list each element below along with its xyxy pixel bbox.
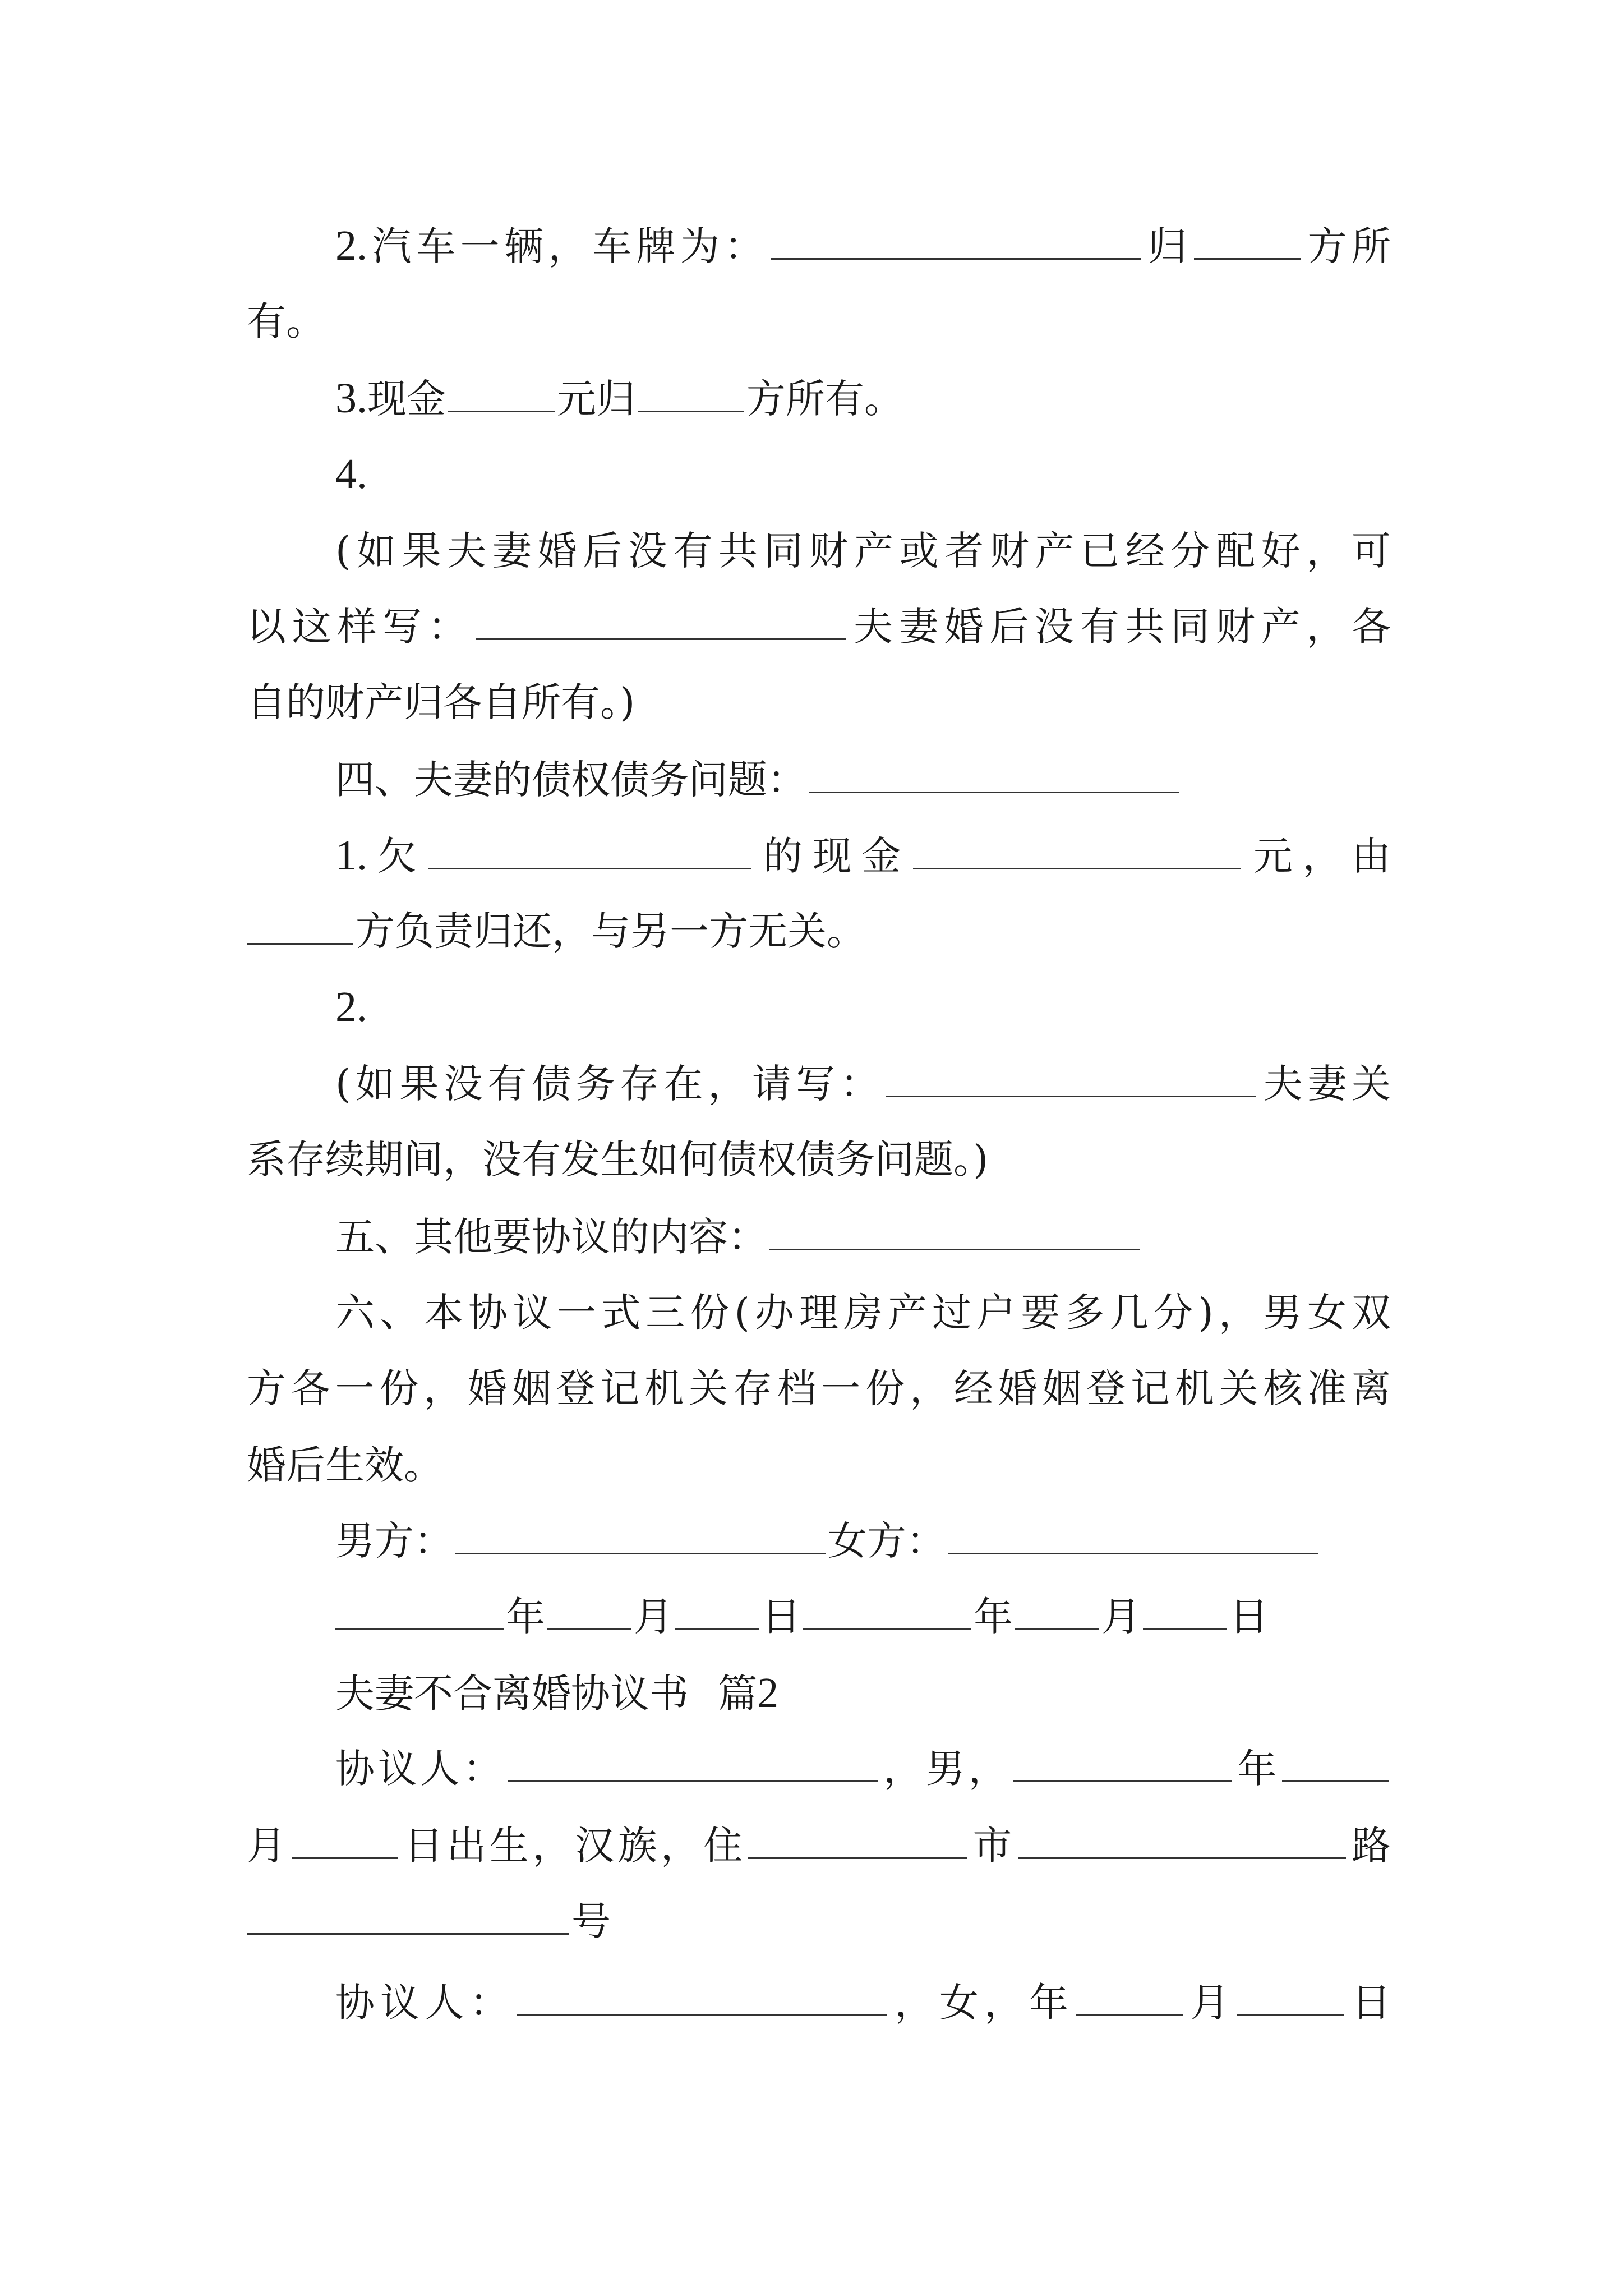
text: 欠 [367,833,427,879]
party-label: 协议人： [335,1980,515,2026]
year-label: 年 [1234,1746,1280,1792]
female-label: 女方： [828,1518,946,1564]
fill-blank[interactable] [809,758,1179,793]
owner-party-blank[interactable] [1194,224,1301,260]
section-other [335,1209,1391,1265]
fill-blank[interactable] [886,1062,1256,1097]
month-blank[interactable] [547,1595,631,1630]
year-label: 年 [506,1594,545,1640]
date-line [335,1589,1391,1645]
signature-line [335,1513,1391,1569]
day-blank[interactable] [1143,1595,1227,1630]
continuation-line [247,903,1391,959]
month-label: 月 [247,1823,290,1869]
day-label: 日 [1346,1980,1391,2026]
item-cash [335,370,1391,426]
month-label: 月 [1101,1594,1141,1640]
belongs-text: 归 [1143,223,1192,269]
text: 夫妻婚后没有共同财产，各 [847,604,1391,650]
party-male-line [247,1893,1391,1949]
party-male-line [247,1818,1391,1874]
section-heading: 四、夫妻的债权债务问题： [335,757,806,803]
day-label: 日 [762,1594,801,1640]
house-number-blank[interactable] [247,1899,569,1935]
month-blank[interactable] [1015,1595,1099,1630]
plate-number-blank[interactable] [771,224,1141,260]
text: 的现金 [753,833,911,879]
text: 以这样写： [247,604,473,650]
number-label: 号 [571,1898,611,1944]
item-number: 1. [335,832,367,879]
gender-text: ，女， [889,1980,1029,2026]
text: 系存续期间，没有发生如何债权债务问题。) [247,1137,989,1182]
item-number: 3. [335,375,367,422]
fill-blank[interactable] [476,605,846,640]
creditor-blank[interactable] [428,834,751,869]
responsible-party-blank[interactable] [247,909,353,945]
section-debts [335,752,1391,808]
text: 方负责归还，与另一方无关。 [356,908,866,954]
day-blank[interactable] [675,1595,759,1630]
part-number: 2 [757,1669,779,1717]
party-male-line [335,1741,1391,1797]
car-label: 汽车一辆，车牌为： [367,223,768,269]
party-female-line [335,1975,1391,2031]
section-copies [335,1285,1391,1341]
text: 元，由 [1243,833,1391,879]
birth-year-blank[interactable] [1013,1747,1232,1782]
birth-day-blank[interactable] [292,1824,398,1859]
note-line [247,1131,1391,1188]
month-label: 月 [634,1594,673,1640]
continuation-line [247,293,1391,349]
item-number: 2. [335,222,367,269]
birth-day-blank[interactable] [1237,1981,1344,2016]
note-line [335,1056,1391,1112]
item-debt [335,827,1391,884]
note-line [335,523,1391,579]
part-label: 篇 [718,1671,758,1717]
birth-month-blank[interactable] [1076,1981,1183,2016]
male-signature-blank[interactable] [455,1519,826,1554]
road-label: 路 [1348,1823,1391,1869]
section-heading: 五、其他要协议的内容： [335,1214,767,1260]
gender-text: ，男， [880,1746,1011,1792]
day-label: 日 [1229,1594,1269,1640]
party-label: 协议人： [335,1746,506,1792]
name-blank[interactable] [517,1981,887,2016]
item-car [335,218,1391,274]
agreement-title: 夫妻不合离婚协议书 [335,1671,689,1717]
text: 日出生，汉族，住 [400,1823,746,1869]
owner-party-blank[interactable] [638,377,744,412]
text: 方各一份，婚姻登记机关存档一份，经婚姻登记机关核准离 [247,1365,1391,1411]
ownership-text: 方所 [1303,223,1391,269]
yuan-belongs-text: 元归 [557,376,635,422]
year-blank[interactable] [803,1595,971,1630]
text: 夫妻关 [1258,1061,1391,1107]
text: 自的财产归各自所有。) [247,679,635,725]
city-blank[interactable] [748,1824,967,1859]
text: 六、本协议一式三份(办理房产过户要多几分)，男女双 [335,1290,1391,1336]
female-signature-blank[interactable] [948,1519,1318,1554]
text: (如果夫妻婚后没有共同财产或者财产已经分配好，可 [335,528,1391,574]
cash-amount-blank[interactable] [448,377,555,412]
birth-month-blank[interactable] [1282,1747,1389,1782]
road-blank[interactable] [1018,1824,1346,1859]
year-blank[interactable] [335,1595,504,1630]
note-line [247,599,1391,655]
cash-label: 现金 [367,376,446,422]
item-number: 4. [335,450,367,498]
document-heading [335,1665,1391,1721]
item-two [335,979,1391,1035]
text: 有。 [247,298,325,344]
text: (如果没有债务存在，请写： [335,1061,884,1107]
year-label: 年 [974,1594,1013,1640]
item-number: 2. [335,983,367,1030]
year-label: 年 [1029,1980,1074,2026]
debt-amount-blank[interactable] [913,834,1241,869]
fill-blank[interactable] [769,1215,1140,1250]
item-four [335,446,1391,502]
male-label: 男方： [335,1518,453,1564]
month-label: 月 [1184,1980,1235,2026]
note-line [247,674,1391,730]
section-copies [247,1360,1391,1416]
city-label: 市 [969,1823,1016,1869]
section-copies [247,1437,1391,1493]
ownership-text: 方所有。 [746,376,903,422]
name-blank[interactable] [508,1747,878,1782]
text: 婚后生效。 [247,1442,443,1488]
